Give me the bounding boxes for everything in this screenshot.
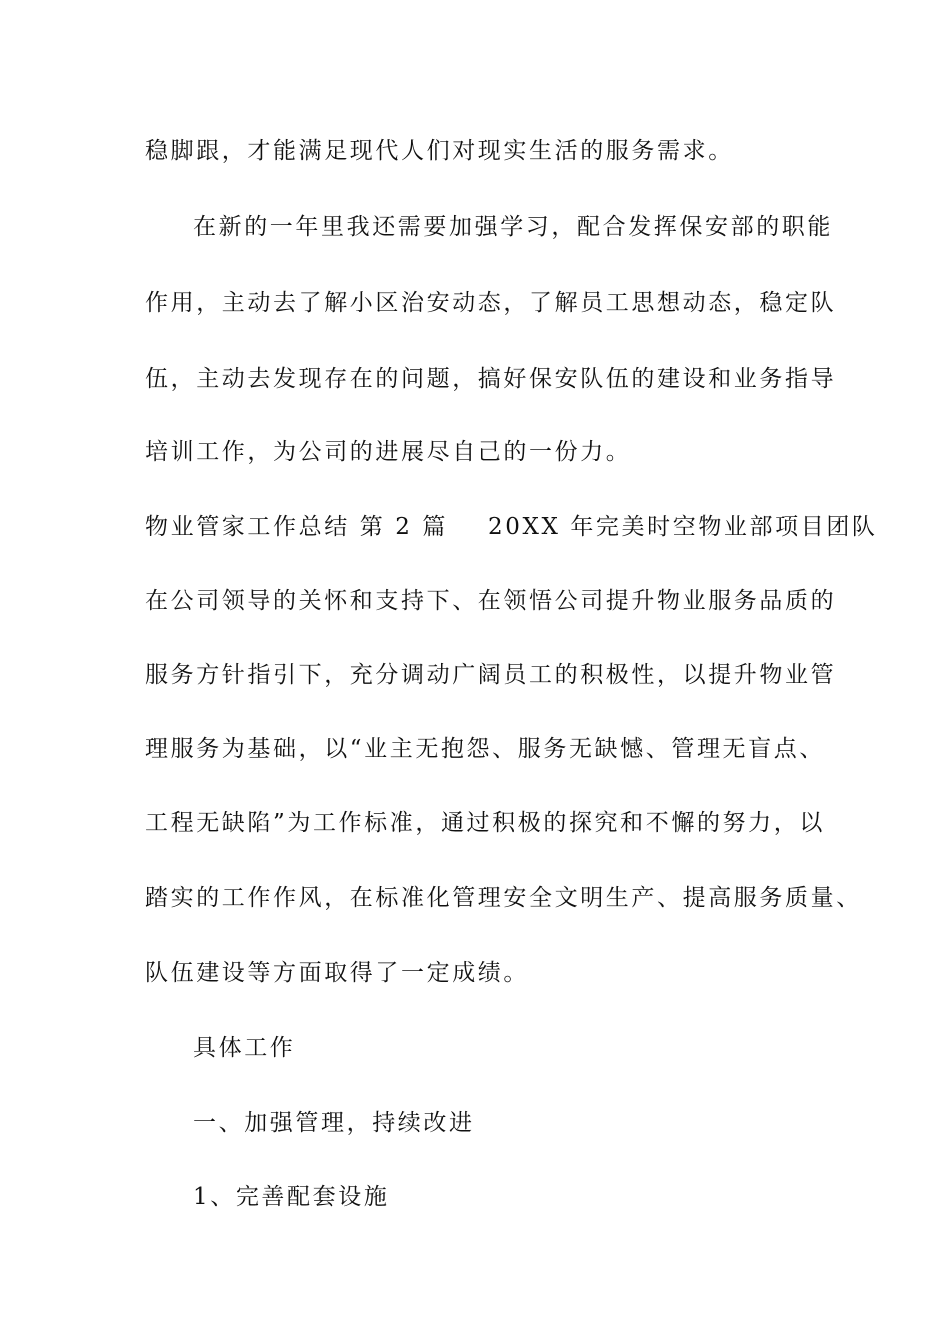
paragraph-line: 伍，主动去发现存在的问题，搞好保安队伍的建设和业务指导	[145, 366, 837, 392]
paragraph-line: 踏实的工作作风，在标准化管理安全文明生产、提高服务质量、	[145, 885, 862, 911]
paragraph-line: 作用，主动去了解小区治安动态，了解员工思想动态，稳定队	[145, 290, 837, 316]
paragraph-line: 队伍建设等方面取得了一定成绩。	[145, 960, 529, 986]
subheading-strengthen-management: 一、加强管理，持续改进	[193, 1110, 475, 1136]
paragraph-line: 在公司领导的关怀和支持下、在领悟公司提升物业服务品质的	[145, 588, 837, 614]
paragraph-line: 理服务为基础，以“业主无抱怨、服务无缺憾、管理无盲点、	[145, 736, 825, 762]
section-title: 物业管家工作总结	[145, 514, 350, 540]
section-lead: 20XX 年完美时空物业部项目团队	[488, 514, 878, 540]
paragraph-line: 服务方针指引下，充分调动广阔员工的积极性，以提升物业管	[145, 662, 837, 688]
paragraph-line: 工程无缺陷”为工作标准，通过积极的探究和不懈的努力，以	[145, 810, 825, 836]
paragraph-line: 在新的一年里我还需要加强学习，配合发挥保安部的职能	[193, 214, 833, 240]
subheading-specific-work: 具体工作	[193, 1035, 296, 1061]
paragraph-line: 培训工作，为公司的进展尽自己的一份力。	[145, 439, 632, 465]
paragraph-line: 稳脚跟，才能满足现代人们对现实生活的服务需求。	[145, 138, 734, 164]
section-heading-line	[145, 512, 878, 542]
subheading-improve-facilities: 1、完善配套设施	[193, 1184, 390, 1210]
section-part: 第 2 篇	[359, 514, 448, 540]
